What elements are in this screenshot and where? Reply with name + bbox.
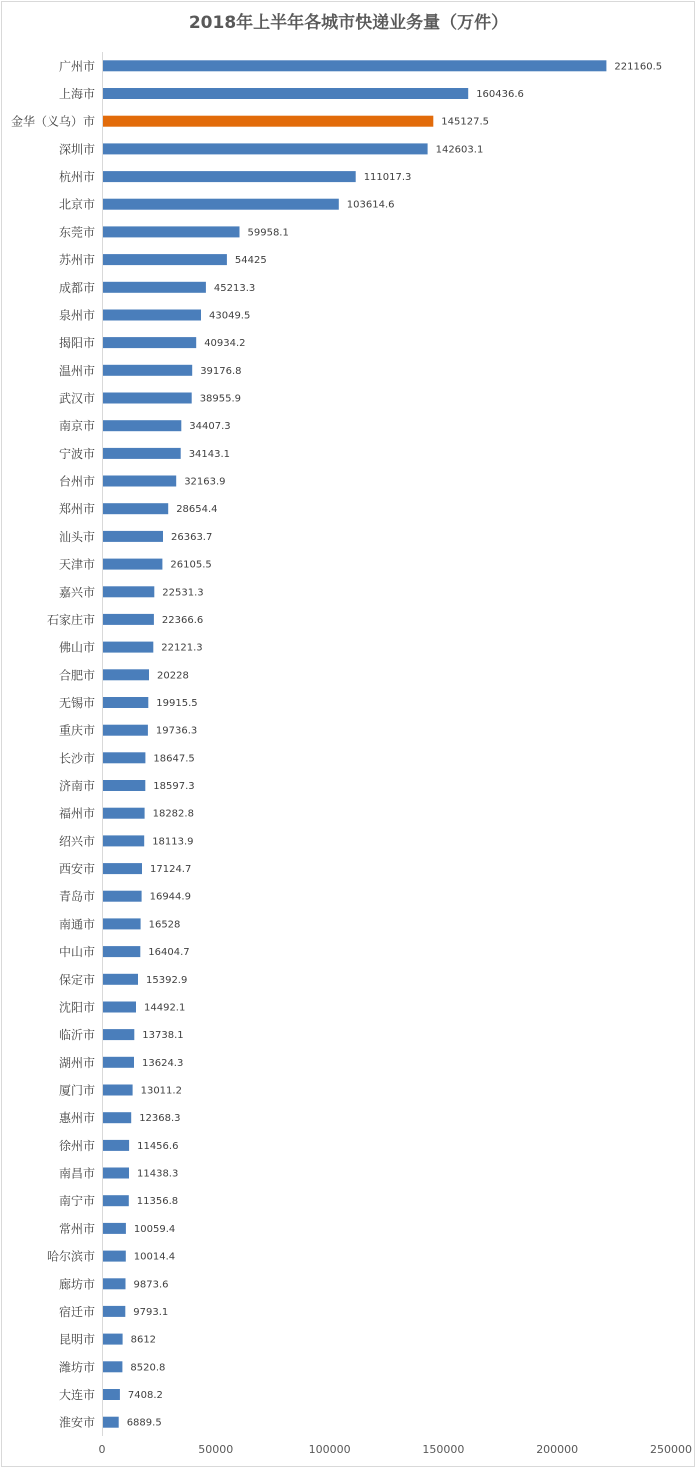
x-tick-label: 200000 [536, 1443, 579, 1456]
bar [103, 1085, 133, 1096]
chart-title: 2018年上半年各城市快递业务量（万件） [188, 13, 509, 33]
data-label: 20228 [157, 670, 189, 682]
data-label: 34143.1 [188, 448, 231, 460]
category-label: 宁波市 [58, 446, 95, 461]
data-label: 45213.3 [213, 282, 256, 294]
data-label: 22366.6 [161, 614, 204, 626]
data-label: 12368.3 [139, 1113, 181, 1125]
data-label: 8612 [130, 1334, 157, 1346]
bar [103, 614, 154, 625]
data-label: 7408.2 [127, 1390, 163, 1401]
bar [103, 476, 176, 487]
bar [103, 669, 149, 680]
data-label: 160436.6 [476, 89, 524, 100]
bar [103, 1306, 125, 1317]
bar [103, 808, 145, 819]
category-label: 保定市 [58, 972, 95, 987]
category-label: 台州市 [58, 474, 95, 489]
category-label: 石家庄市 [46, 612, 95, 627]
category-label: 哈尔滨市 [46, 1249, 95, 1264]
category-label: 武汉市 [58, 391, 95, 406]
bar [103, 1002, 136, 1013]
bar [103, 199, 339, 210]
data-label: 10059.4 [133, 1223, 176, 1235]
category-label: 沈阳市 [58, 1000, 95, 1015]
data-label: 16404.7 [148, 947, 190, 959]
data-label: 145127.5 [441, 116, 490, 128]
bar [103, 752, 145, 763]
data-label: 11456.6 [137, 1140, 179, 1152]
data-label: 11356.8 [136, 1196, 179, 1208]
bar [103, 1278, 126, 1289]
data-label: 43049.5 [209, 310, 251, 322]
data-label: 142603.1 [435, 144, 484, 156]
bar [103, 1334, 123, 1345]
data-label: 16528 [148, 919, 181, 931]
category-label: 临沂市 [58, 1028, 95, 1043]
bar [103, 337, 196, 348]
bar [103, 1223, 126, 1234]
category-label: 重庆市 [58, 723, 95, 738]
data-label: 26363.7 [171, 531, 213, 543]
data-label: 39176.8 [200, 365, 242, 377]
bar [103, 863, 142, 874]
bar [103, 531, 163, 542]
category-label: 无锡市 [58, 696, 95, 710]
data-label: 16944.9 [149, 891, 191, 903]
data-label: 8520.8 [130, 1362, 166, 1374]
bar [103, 1057, 134, 1068]
category-label: 杭州市 [58, 170, 95, 185]
data-label: 13738.1 [142, 1030, 184, 1042]
category-label: 深圳市 [58, 142, 95, 157]
data-label: 18113.9 [152, 836, 194, 848]
data-label: 54425 [234, 255, 267, 267]
category-label: 泉州市 [58, 308, 95, 323]
bar [103, 1251, 126, 1262]
bar [103, 1195, 129, 1206]
bar [103, 1112, 131, 1123]
category-label: 金华（义乌）市 [10, 114, 95, 129]
data-label: 6889.5 [126, 1417, 162, 1429]
bar [103, 282, 206, 293]
category-label: 昆明市 [58, 1332, 95, 1347]
category-label: 南京市 [58, 419, 95, 434]
category-label: 青岛市 [58, 889, 95, 904]
category-label: 东莞市 [58, 225, 95, 240]
data-label: 13011.2 [140, 1085, 182, 1097]
category-label: 合肥市 [58, 668, 95, 683]
data-label: 15392.9 [146, 974, 188, 986]
category-label: 南通市 [58, 917, 95, 932]
category-label: 苏州市 [58, 253, 95, 268]
bar [103, 1168, 129, 1179]
bar [103, 1140, 129, 1151]
category-label: 潍坊市 [58, 1360, 95, 1375]
data-label: 17124.7 [150, 864, 192, 876]
data-label: 19915.5 [156, 698, 198, 709]
category-label: 广州市 [58, 59, 95, 74]
bar [103, 143, 428, 154]
bar [103, 1417, 119, 1428]
bar [103, 725, 148, 736]
bar [103, 88, 468, 99]
data-label: 221160.5 [614, 61, 663, 73]
category-label: 厦门市 [58, 1083, 95, 1098]
category-label: 温州市 [58, 363, 95, 378]
x-tick-label: 100000 [308, 1443, 351, 1456]
category-label: 徐州市 [58, 1138, 95, 1153]
x-tick-label: 250000 [650, 1443, 692, 1456]
data-label: 59958.1 [247, 227, 289, 239]
category-label: 北京市 [58, 197, 95, 212]
data-label: 22531.3 [162, 587, 204, 599]
data-label: 9873.6 [133, 1279, 169, 1291]
bar [103, 974, 138, 985]
category-label: 上海市 [58, 87, 95, 101]
bar [103, 448, 181, 459]
bar [103, 642, 153, 653]
data-label: 38955.9 [199, 393, 242, 405]
bar [103, 1029, 134, 1040]
bar [103, 503, 168, 514]
category-label: 嘉兴市 [58, 585, 95, 600]
bar [103, 835, 144, 846]
bar [103, 891, 142, 902]
data-label: 18647.5 [153, 753, 195, 765]
bar [103, 559, 162, 570]
data-label: 10014.4 [133, 1251, 176, 1263]
bar [103, 254, 227, 265]
bar [103, 1361, 122, 1372]
bar [103, 1389, 120, 1400]
data-label: 32163.9 [184, 476, 226, 488]
bar [103, 60, 606, 71]
bar [103, 918, 141, 929]
category-label: 中山市 [58, 945, 95, 960]
bar [103, 946, 140, 957]
data-label: 26105.5 [170, 559, 212, 571]
bar [103, 116, 433, 127]
data-label: 13624.3 [142, 1057, 184, 1069]
category-label: 佛山市 [58, 640, 95, 655]
data-label: 9793.1 [133, 1306, 169, 1318]
bar [103, 420, 181, 431]
category-label: 廊坊市 [58, 1277, 95, 1292]
data-label: 34407.3 [189, 421, 231, 433]
data-label: 18597.3 [153, 781, 195, 792]
category-label: 天津市 [58, 557, 95, 572]
data-label: 28654.4 [176, 504, 218, 516]
category-label: 南宁市 [58, 1194, 95, 1209]
category-label: 宿迁市 [58, 1304, 95, 1319]
bar [103, 780, 145, 791]
x-tick-label: 150000 [422, 1443, 465, 1456]
bar [103, 310, 201, 321]
bar [103, 365, 192, 376]
category-label: 郑州市 [58, 502, 95, 517]
x-tick-label: 50000 [198, 1443, 234, 1456]
data-label: 111017.3 [363, 172, 412, 184]
category-label: 湖州市 [58, 1055, 95, 1070]
category-label: 福州市 [58, 806, 95, 821]
category-label: 常州市 [58, 1221, 95, 1236]
x-tick-label: 0 [98, 1443, 106, 1456]
data-label: 19736.3 [155, 725, 198, 737]
category-label: 南昌市 [58, 1166, 95, 1181]
category-label: 惠州市 [58, 1111, 95, 1126]
category-label: 西安市 [58, 862, 95, 877]
category-label: 成都市 [58, 280, 95, 295]
category-label: 淮安市 [58, 1415, 95, 1430]
data-label: 22121.3 [161, 642, 203, 654]
category-label: 绍兴市 [58, 834, 95, 849]
bar [103, 586, 154, 597]
data-label: 18282.8 [152, 808, 194, 820]
category-label: 济南市 [58, 779, 95, 793]
category-label: 长沙市 [58, 751, 95, 766]
category-label: 大连市 [58, 1388, 95, 1402]
data-label: 14492.1 [144, 1002, 186, 1014]
data-label: 11438.3 [137, 1168, 179, 1180]
category-label: 汕头市 [58, 529, 95, 544]
bar [103, 171, 356, 182]
data-label: 103614.6 [346, 199, 395, 211]
data-label: 40934.2 [204, 338, 246, 350]
category-label: 揭阳市 [58, 336, 95, 351]
bar [103, 393, 192, 404]
bar [103, 697, 148, 708]
bar [103, 226, 240, 237]
